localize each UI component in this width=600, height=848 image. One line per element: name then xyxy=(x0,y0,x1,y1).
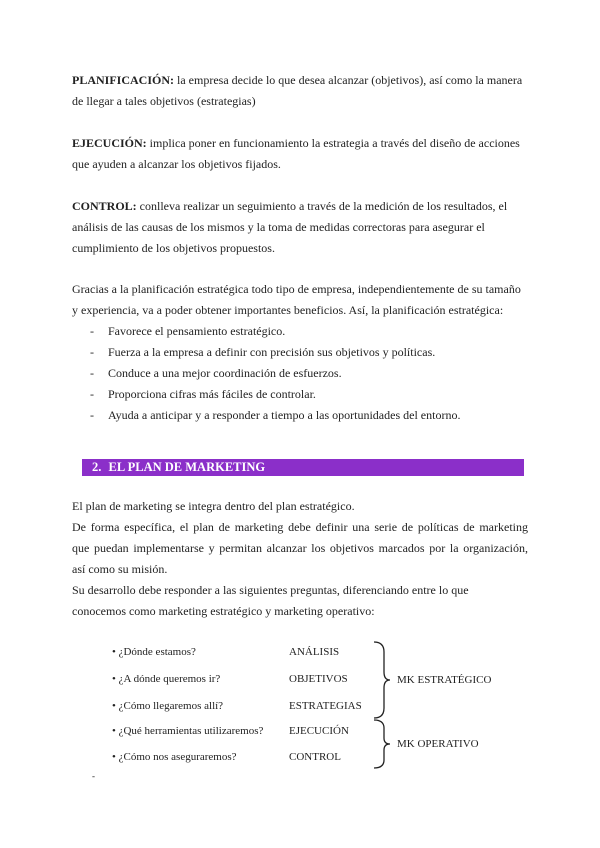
list-item-text: Proporciona cifras más fáciles de controlar. xyxy=(108,387,316,401)
section-heading xyxy=(82,459,524,476)
definition-text: la empresa decide lo que desea alcanzar (objetivos), así como la manera xyxy=(177,73,523,87)
body-line: conocemos como marketing estratégico y marketing operativo: xyxy=(72,604,375,618)
definition-text: que ayuden a alcanzar los objetivos fijados. xyxy=(72,157,281,171)
list-item xyxy=(90,406,460,424)
section-number: 2. xyxy=(92,460,102,474)
dash-marker: - xyxy=(90,324,94,338)
list-item xyxy=(90,322,285,340)
definition-text: cumplimiento de los objetivos propuestos. xyxy=(72,241,275,255)
definition-ejecucion xyxy=(72,133,528,175)
answer-cell: ESTRATEGIAS xyxy=(289,700,362,712)
definition-control xyxy=(72,196,528,259)
list-item-text: Conduce a una mejor coordinación de esfuerzos. xyxy=(108,366,342,380)
dash-marker: - xyxy=(90,345,94,359)
body-line: De forma específica, el plan de marketing debe definir una serie de políticas de marketing xyxy=(72,520,528,534)
definition-text: análisis de las causas de los mismos y la toma de medidas correctoras para asegurar el xyxy=(72,220,485,234)
question-cell: • ¿Qué herramientas utilizaremos? xyxy=(112,725,264,737)
question-cell: • ¿Cómo llegaremos allí? xyxy=(112,700,224,712)
dash-marker: - xyxy=(90,387,94,401)
operative-brace xyxy=(372,718,394,770)
answer-cell: OBJETIVOS xyxy=(289,673,348,685)
list-item xyxy=(90,364,342,382)
dash-marker: - xyxy=(90,408,94,422)
body-line: Su desarrollo debe responder a las siguientes preguntas, diferenciando entre lo que xyxy=(72,583,469,597)
list-item xyxy=(90,343,435,361)
body-line: que puedan implementarse y permitan alcanzar los objetivos marcados por la organización, xyxy=(72,541,528,555)
answer-cell: ANÁLISIS xyxy=(289,646,340,658)
benefits-intro-line: Gracias a la planificación estratégica todo tipo de empresa, independientemente de su tamaño xyxy=(72,282,521,296)
body-line: El plan de marketing se integra dentro del plan estratégico. xyxy=(72,499,355,513)
answer-cell: CONTROL xyxy=(289,751,341,763)
list-item-text: Ayuda a anticipar y a responder a tiempo a las oportunidades del entorno. xyxy=(108,408,461,422)
trailing-mark: - xyxy=(92,771,95,781)
question-cell: • ¿Cómo nos aseguraremos? xyxy=(112,751,237,763)
list-item-text: Fuerza a la empresa a definir con precisión sus objetivos y políticas. xyxy=(108,345,436,359)
mk-operative-label: MK OPERATIVO xyxy=(397,738,479,750)
section-title: EL PLAN DE MARKETING xyxy=(108,460,266,474)
list-item xyxy=(90,385,316,403)
definition-planificacion xyxy=(72,70,528,112)
body-line: así como su misión. xyxy=(72,562,168,576)
strategic-brace xyxy=(372,640,394,720)
question-cell: • ¿A dónde queremos ir? xyxy=(112,673,221,685)
definition-term: PLANIFICACIÓN: xyxy=(72,73,174,87)
definition-text: implica poner en funcionamiento la estrategia a través del diseño de acciones xyxy=(149,136,520,150)
definition-text: conlleva realizar un seguimiento a través de la medición de los resultados, el xyxy=(139,199,508,213)
dash-marker: - xyxy=(90,366,94,380)
question-cell: • ¿Dónde estamos? xyxy=(112,646,196,658)
answer-cell: EJECUCIÓN xyxy=(289,725,349,737)
mk-strategic-label: MK ESTRATÉGICO xyxy=(397,674,492,686)
list-item-text: Favorece el pensamiento estratégico. xyxy=(108,324,286,338)
definition-term: EJECUCIÓN: xyxy=(72,136,147,150)
definition-term: CONTROL: xyxy=(72,199,137,213)
definition-text: de llegar a tales objetivos (estrategias) xyxy=(72,94,256,108)
benefits-intro-line: y experiencia, va a poder obtener importantes beneficios. Así, la planificación estratégica: xyxy=(72,303,504,317)
